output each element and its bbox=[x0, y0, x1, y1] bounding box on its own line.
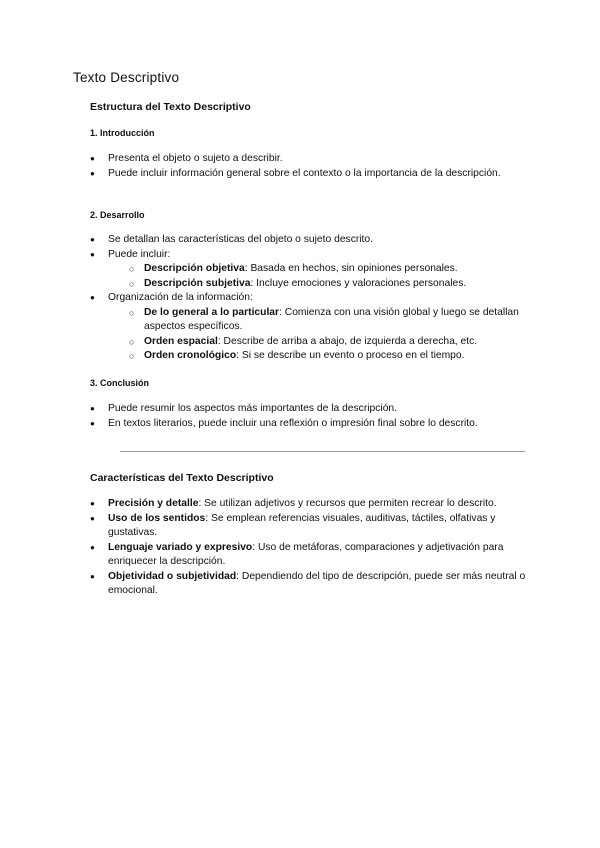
list-item-text: Organización de la información: bbox=[108, 292, 253, 303]
term-description: : Basada en hechos, sin opiniones personales. bbox=[244, 263, 458, 274]
list-item-text: Puede incluir información general sobre el contexto o la importancia de la descripción. bbox=[108, 167, 501, 179]
list-item bbox=[90, 152, 530, 167]
list-item bbox=[90, 417, 530, 432]
list-item bbox=[90, 291, 530, 364]
list-item bbox=[90, 541, 530, 570]
list-item-text: Puede incluir: bbox=[108, 248, 171, 260]
term-description: : Uso de metáforas, comparaciones y adjetivación para enriquecer la descripción. bbox=[108, 541, 504, 567]
term-description: : Describe de arriba a abajo, de izquierda a derecha, etc. bbox=[217, 335, 478, 347]
list-item-text: En textos literarios, puede incluir una reflexión o impresión final sobre lo descrito. bbox=[108, 417, 478, 429]
list-item-text: Presenta el objeto o sujeto a describir. bbox=[108, 153, 283, 164]
term: Uso de los sentidos bbox=[108, 512, 206, 524]
desarrollo-list bbox=[90, 233, 530, 364]
sub-list-item bbox=[126, 262, 530, 277]
term-description: : Dependiendo del tipo de descripción, puede ser más neutral o emocional. bbox=[108, 570, 526, 596]
term-description: : Si se describe un evento o proceso en el tiempo. bbox=[236, 350, 465, 361]
list-item bbox=[90, 167, 530, 182]
section-heading-estructura: Estructura del Texto Descriptivo bbox=[90, 101, 251, 113]
term-description: : Comienza con una visión global y luego se detallan aspectos específicos. bbox=[144, 306, 519, 332]
term-description: : Se utilizan adjetivos y recursos que permiten recrear lo descrito. bbox=[198, 498, 497, 509]
term: Precisión y detalle bbox=[108, 498, 199, 509]
list-item-text: Se detallan las características del objeto o sujeto descrito. bbox=[108, 234, 374, 245]
term-description: : Incluye emociones y valoraciones personales. bbox=[250, 277, 467, 289]
list-item bbox=[90, 512, 530, 541]
sub-list-item bbox=[126, 277, 530, 292]
term: Objetividad o subjetividad bbox=[108, 570, 237, 582]
section-heading-caracteristicas: Características del Texto Descriptivo bbox=[90, 472, 274, 484]
caracteristicas-list bbox=[90, 497, 530, 599]
sub-list bbox=[108, 306, 530, 364]
intro-list bbox=[90, 152, 530, 181]
subheading-desarrollo: 2. Desarrollo bbox=[90, 210, 145, 220]
conclusion-list bbox=[90, 402, 530, 431]
term: Orden espacial bbox=[144, 335, 218, 347]
subheading-introduccion: 1. Introducción bbox=[90, 128, 155, 138]
list-item bbox=[90, 402, 530, 417]
document-title: Texto Descriptivo bbox=[73, 70, 180, 85]
term: De lo general a lo particular bbox=[144, 306, 280, 318]
sub-list bbox=[108, 262, 530, 291]
term: Descripción objetiva bbox=[144, 263, 245, 274]
term: Orden cronológico bbox=[144, 350, 237, 361]
subheading-conclusion: 3. Conclusión bbox=[90, 378, 150, 388]
term-description: : Se emplean referencias visuales, auditivas, táctiles, olfativas y gustativas. bbox=[108, 512, 496, 538]
sub-list-item bbox=[126, 349, 530, 364]
term: Lenguaje variado y expresivo bbox=[108, 541, 253, 553]
sub-list-item bbox=[126, 335, 530, 350]
list-item bbox=[90, 233, 530, 248]
list-item-text: Puede resumir los aspectos más importantes de la descripción. bbox=[108, 403, 398, 414]
horizontal-divider bbox=[120, 451, 525, 452]
list-item bbox=[90, 497, 530, 512]
list-item bbox=[90, 570, 530, 599]
term: Descripción subjetiva bbox=[144, 277, 251, 289]
sub-list-item bbox=[126, 306, 530, 335]
list-item bbox=[90, 248, 530, 292]
